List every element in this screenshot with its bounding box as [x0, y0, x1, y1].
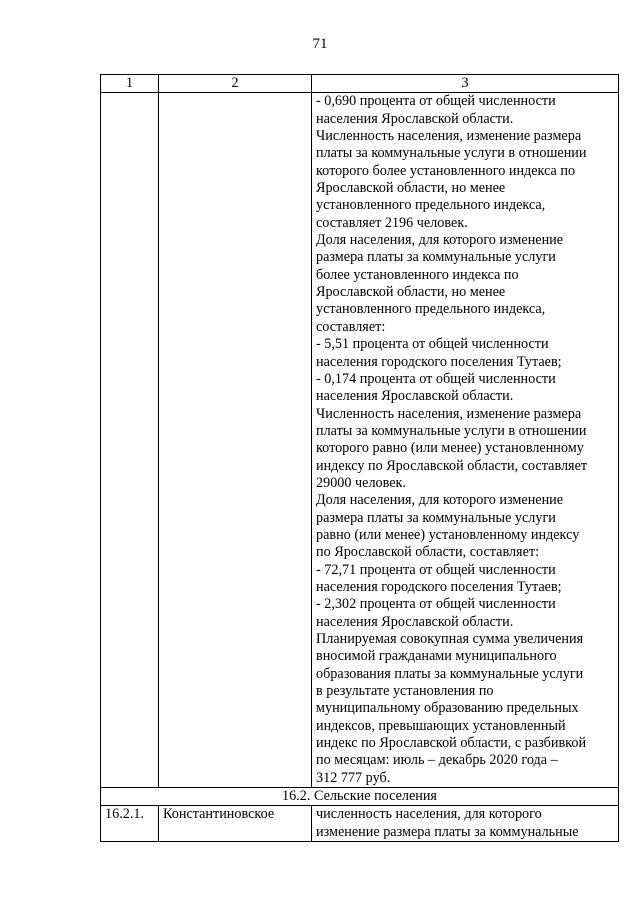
text-line: Численность населения, изменение размера [316, 128, 582, 145]
text-line: индекс по Ярославской области, с разбивкой [316, 735, 587, 752]
text-line: численность населения, для которого [316, 806, 542, 823]
text-line: Ярославской области, но менее [316, 180, 506, 197]
text-line: населения Ярославской области. [316, 388, 514, 405]
text-line: в результате установления по [316, 683, 494, 700]
text-line: индексов, превышающих установленный [316, 717, 566, 734]
text-line: 29000 человек. [316, 474, 406, 491]
table-header-row [101, 75, 619, 93]
text-line: размера платы за коммунальные услуги [316, 249, 556, 266]
section-title: 16.2. Сельские поселения [101, 788, 619, 806]
row-number: 16.2.1. [101, 806, 159, 842]
text-line: муниципальному образованию предельных [316, 700, 579, 717]
text-line: населения городского поселения Тутаев; [316, 353, 562, 370]
text-line: по месяцам: июль – декабрь 2020 года – [316, 752, 558, 769]
text-line: вносимой гражданами муниципального [316, 648, 557, 665]
text-line: 312 777 руб. [316, 769, 391, 786]
text-line: установленного предельного индекса, [316, 301, 546, 318]
text-line: размера платы за коммунальные услуги [316, 509, 556, 526]
text-line: более установленного индекса по [316, 266, 519, 283]
continuation-number-cell [101, 93, 159, 788]
column-header-3: 3 [312, 75, 619, 93]
text-line: населения Ярославской области. [316, 110, 514, 127]
continuation-name-cell [159, 93, 312, 788]
text-line: населения Ярославской области. [316, 613, 514, 630]
text-line: составляет 2196 человек. [316, 214, 468, 231]
page-number: 71 [312, 36, 328, 52]
text-line: Доля населения, для которого изменение [316, 492, 564, 509]
text-line: - 72,71 процента от общей численности [316, 561, 556, 578]
column-header-2: 2 [159, 75, 312, 93]
continuation-row [101, 93, 619, 788]
text-line: - 0,690 процента от общей численности [316, 93, 556, 110]
text-line: равно (или менее) установленному индексу [316, 526, 580, 543]
text-line: составляет: [316, 318, 386, 335]
section-row [101, 788, 619, 806]
text-line: платы за коммунальные услуги в отношении [316, 145, 587, 162]
text-line: - 2,302 процента от общей численности [316, 596, 556, 613]
row-text-cell [312, 806, 619, 842]
text-line: - 5,51 процента от общей численности [316, 336, 549, 353]
text-line: Планируемая совокупная сумма увеличения [316, 631, 584, 647]
text-line: которого равно (или менее) установленному [316, 440, 584, 457]
text-line: которого более установленного индекса по [316, 162, 576, 179]
text-line: - 0,174 процента от общей численности [316, 370, 556, 387]
text-line: по Ярославской области, составляет: [316, 544, 540, 561]
text-line: платы за коммунальные услуги в отношении [316, 422, 587, 439]
text-line: установленного предельного индекса, [316, 197, 546, 214]
text-line: населения городского поселения Тутаев; [316, 578, 562, 595]
text-line: Доля населения, для которого изменение [316, 232, 564, 249]
column-header-1: 1 [101, 75, 159, 93]
text-line: индексу по Ярославской области, составляет [316, 457, 588, 474]
text-line: изменение размера платы за коммунальные [316, 823, 579, 840]
text-line: образования платы за коммунальные услуги [316, 665, 584, 682]
continuation-text-cell [312, 93, 619, 788]
settlement-name: Константиновское [159, 806, 312, 842]
text-line: Численность населения, изменение размера [316, 405, 582, 422]
text-line: Ярославской области, но менее [316, 284, 506, 301]
document-table [100, 74, 619, 842]
table-row [101, 806, 619, 842]
